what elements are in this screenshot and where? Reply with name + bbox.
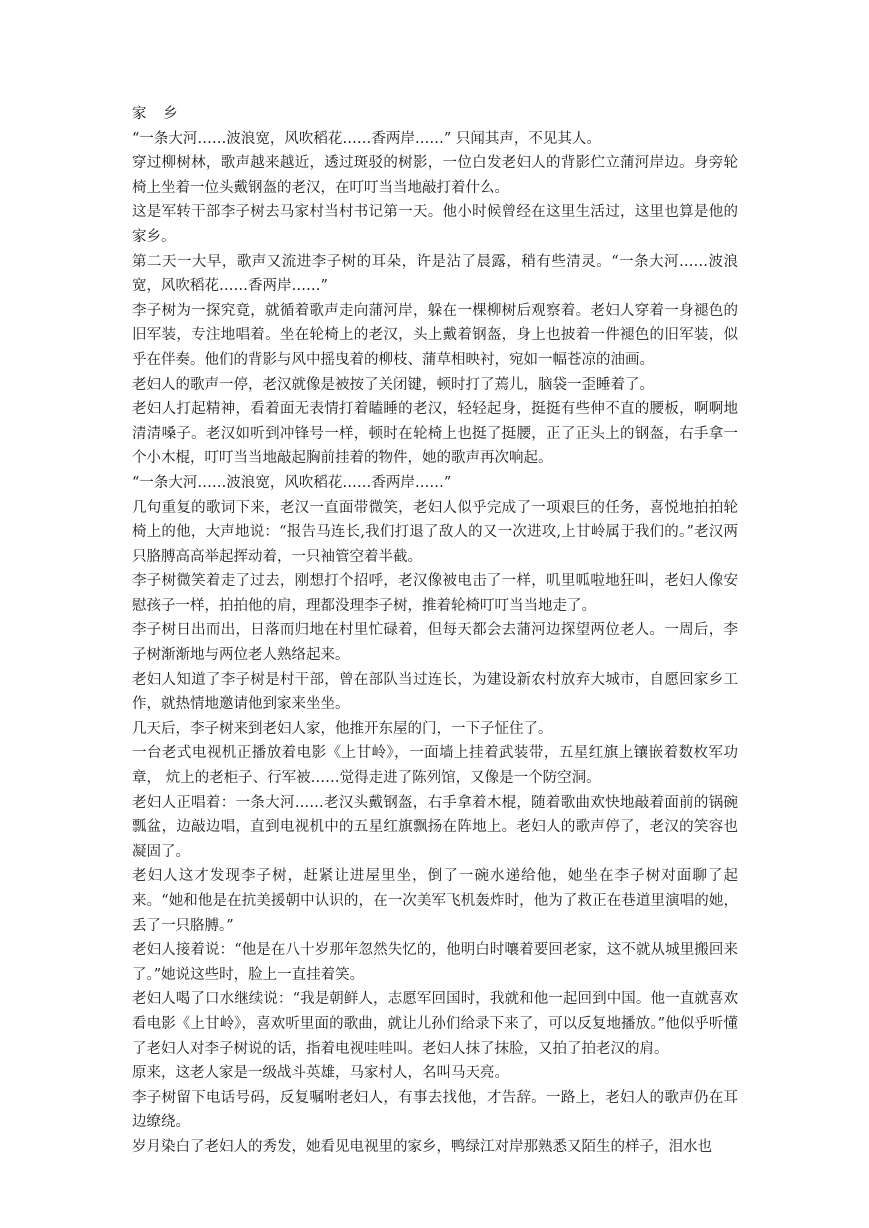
paragraph: 几天后，李子树来到老妇人家，他推开东屋的门，一下子怔住了。 xyxy=(132,720,553,737)
paragraph: 李子树留下电话号码，反复嘱咐老妇人，有事去找他，才告辞。一路上，老妇人的歌声仍在耳边缭绕。 xyxy=(132,1089,738,1131)
paragraph: 老妇人正唱着：一条大河……老汉头戴钢盔，右手拿着木棍，随着歌曲欢快地敲着面前的锅碗瓢盆，边敲边唱，直到电视机中的五星红旗飘扬在阵地上。老妇人的歌声停了，老汉的笑容也凝固了。 xyxy=(132,794,738,860)
paragraph: 岁月染白了老妇人的秀发，她看见电视里的家乡，鸭绿江对岸那熟悉又陌生的样子，泪水也 xyxy=(132,1138,712,1155)
paragraph: 老妇人接着说：“他是在八十岁那年忽然失忆的，他明白时嚷着要回老家，这不就从城里搬回来了。”她说这些时，脸上一直挂着笑。 xyxy=(132,942,738,983)
paragraph: 老妇人这才发现李子树，赶紧让进屋里坐，倒了一碗水递给他，她坐在李子树对面聊了起来。“她和他是在抗美援朝中认识的，在一次美军飞机轰炸时，他为了救正在巷道里演唱的她，丢了一只胳膊。” xyxy=(132,868,738,934)
paragraph: 李子树日出而出，日落而归地在村里忙碌着，但每天都会去蒲河边探望两位老人。一周后，李子树渐渐地与两位老人熟络起来。 xyxy=(132,622,738,664)
paragraph: 原来，这老人家是一级战斗英雄，马家村人，名叫马天亮。 xyxy=(132,1065,509,1082)
paragraph: “一条大河……波浪宽，风吹稻花……香两岸……” xyxy=(132,474,452,491)
paragraph: 老妇人知道了李子树是村干部，曾在部队当过连长，为建设新农村放弃大城市，自愿回家乡工作，就热情地邀请他到家来坐坐。 xyxy=(132,671,738,713)
paragraph: 李子树为一探究竟，就循着歌声走向蒲河岸，躲在一棵柳树后观察着。老妇人穿着一身褪色的旧军装，专注地唱着。坐在轮椅上的老汉，头上戴着钢盔，身上也披着一件褪色的旧军装，似乎在伴奏。他们的背影与风中摇曳着的柳枝、蒲草相映衬，宛如一幅苍凉的油画。 xyxy=(132,302,738,368)
paragraph: 几句重复的歌词下来，老汉一直面带微笑，老妇人似乎完成了一项艰巨的任务，喜悦地拍拍轮椅上的他，大声地说：“报告马连长,我们打退了敌人的又一次进攻,上甘岭属于我们的。”老汉两只胳膊高高举起挥动着，一只袖管空着半截。 xyxy=(132,499,738,565)
paragraph: “一条大河……波浪宽，风吹稻花……香两岸……” 只闻其声，不见其人。 xyxy=(132,130,601,147)
paragraph: 李子树微笑着走了过去，刚想打个招呼，老汉像被电击了一样，叽里呱啦地狂叫，老妇人像安慰孩子一样，拍拍他的肩，理都没理李子树，推着轮椅叮叮当当地走了。 xyxy=(132,573,738,614)
paragraph: 老妇人喝了口水继续说：“我是朝鲜人，志愿军回国时，我就和他一起回到中国。他一直就喜欢看电影《上甘岭》，喜欢听里面的歌曲，就让儿孙们给录下来了，可以反复地播放。”他似乎听懂了老妇人对李子树说的话，指着电视哇哇叫。老妇人抹了抹脸，又拍了拍老汉的肩。 xyxy=(132,991,738,1057)
paragraph: 第二天一大早，歌声又流进李子树的耳朵，许是沾了晨露，稍有些清灵。“一条大河……波浪宽，风吹稻花……香两岸……” xyxy=(132,253,738,295)
document-title: 家 乡 xyxy=(132,106,184,122)
document-page xyxy=(132,102,738,1160)
paragraph: 穿过柳树林，歌声越来越近，透过斑驳的树影，一位白发老妇人的背影伫立蒲河岸边。身旁轮椅上坐着一位头戴钢盔的老汉，在叮叮当当地敲打着什么。 xyxy=(132,155,738,196)
paragraph: 一台老式电视机正播放着电影《上甘岭》，一面墙上挂着武装带，五星红旗上镶嵌着数枚军功章， 炕上的老柜子、行军被……觉得走进了陈列馆，又像是一个防空洞。 xyxy=(132,745,738,787)
paragraph: 老妇人的歌声一停，老汉就像是被按了关闭键，顿时打了蔫儿，脑袋一歪睡着了。 xyxy=(132,376,654,393)
paragraph: 老妇人打起精神，看着面无表情打着瞌睡的老汉，轻轻起身，挺挺有些伸不直的腰板，啊啊地清清嗓子。老汉如听到冲锋号一样，顿时在轮椅上也挺了挺腰，正了正头上的钢盔，右手拿一个小木棍，叮叮当当地敲起胸前挂着的物件，她的歌声再次响起。 xyxy=(132,401,738,467)
paragraph: 这是军转干部李子树去马家村当村书记第一天。他小时候曾经在这里生活过，这里也算是他的家乡。 xyxy=(132,204,738,245)
